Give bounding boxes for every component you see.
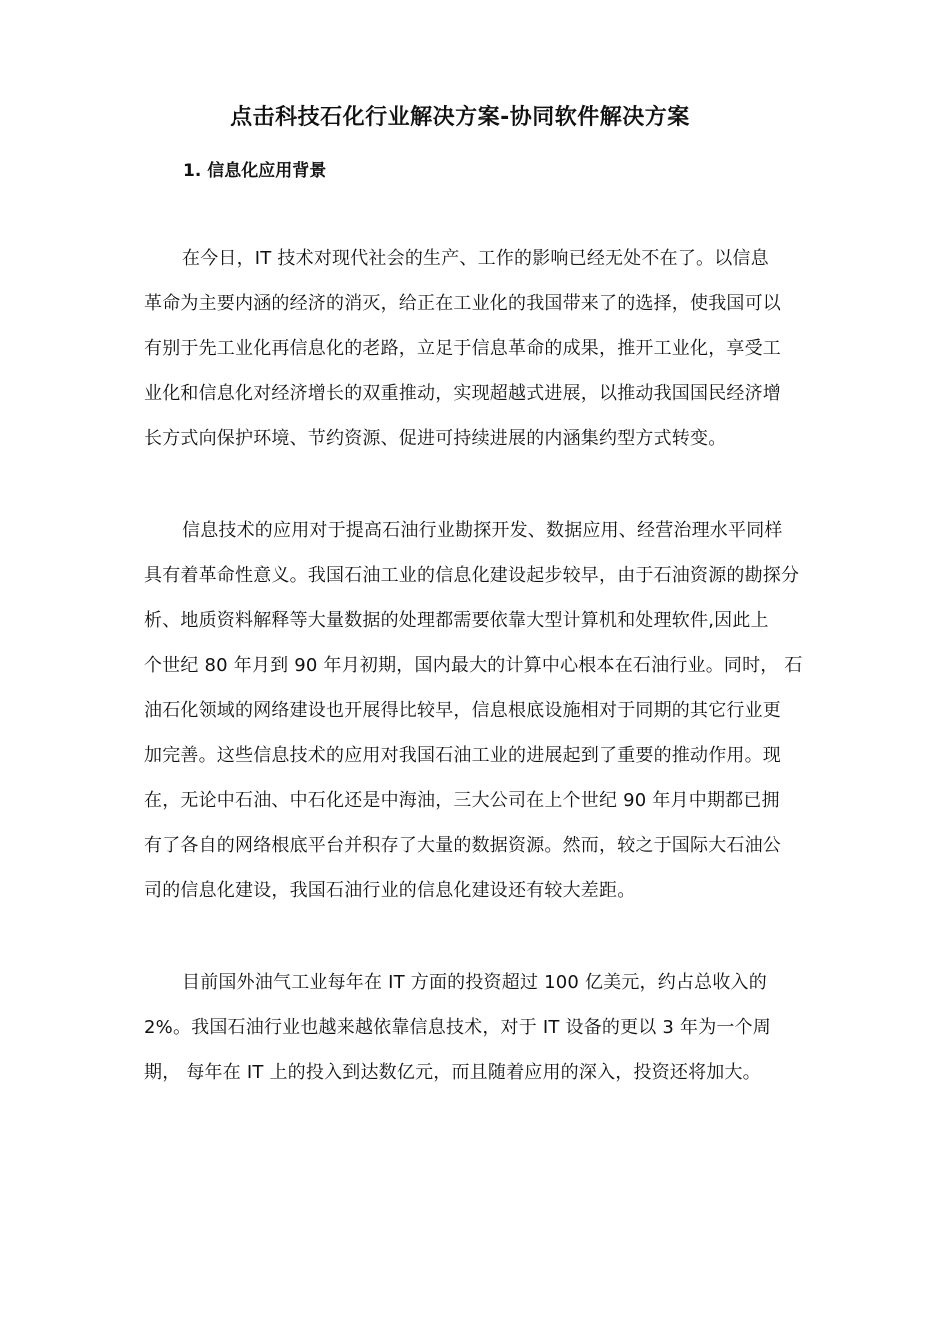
paragraph-1	[144, 247, 819, 472]
paragraph-line: 业化和信息化对经济增长的双重推动，实现超越式进展，以推动我国国民经济增	[144, 383, 781, 404]
paragraph-line: 长方式向保护环境、节约资源、促进可持续进展的内涵集约型方式转变。	[144, 428, 727, 449]
paragraph-line: 在，无论中石油、中石化还是中海油，三大公司在上个世纪 90 年月中期都已拥	[144, 790, 780, 811]
paragraph-line: 油石化领域的网络建设也开展得比较早，信息根底设施相对于同期的其它行业更	[144, 700, 781, 721]
document-title: 点击科技石化行业解决方案-协同软件解决方案	[230, 105, 690, 130]
paragraph-line: 具有着革命性意义。我国石油工业的信息化建设起步较早，由于石油资源的勘探分	[144, 565, 800, 586]
paragraph-line: 司的信息化建设，我国石油行业的信息化建设还有较大差距。	[144, 880, 636, 901]
paragraph-line: 期， 每年在 IT 上的投入到达数亿元，而且随着应用的深入，投资还将加大。	[144, 1062, 761, 1083]
paragraph-line: 个世纪 80 年月到 90 年月初期，国内最大的计算中心根本在石油行业。同时， 石	[144, 655, 803, 676]
paragraph-line: 2%。我国石油行业也越来越依靠信息技术，对于 IT 设备的更以 3 年为一个周	[144, 1017, 771, 1038]
paragraph-line: 目前国外油气工业每年在 IT 方面的投资超过 100 亿美元，约占总收入的	[182, 972, 767, 993]
paragraph-line: 有了各自的网络根底平台并积存了大量的数据资源。然而，较之于国际大石油公	[144, 835, 781, 856]
paragraph-line: 在今日，IT 技术对现代社会的生产、工作的影响已经无处不在了。以信息	[182, 248, 769, 269]
paragraph-line: 信息技术的应用对于提高石油行业勘探开发、数据应用、经营治理水平同样	[182, 520, 783, 541]
paragraph-line: 析、地质资料解释等大量数据的处理都需要依靠大型计算机和处理软件,因此上	[144, 610, 769, 631]
paragraph-3	[144, 971, 819, 1106]
paragraph-line: 加完善。这些信息技术的应用对我国石油工业的进展起到了重要的推动作用。现	[144, 745, 781, 766]
paragraph-line: 革命为主要内涵的经济的消灭，给正在工业化的我国带来了的选择，使我国可以	[144, 293, 781, 314]
section-heading: 1. 信息化应用背景	[183, 161, 327, 181]
paragraph-2	[144, 519, 819, 924]
paragraph-line: 有别于先工业化再信息化的老路，立足于信息革命的成果，推开工业化，享受工	[144, 338, 781, 359]
